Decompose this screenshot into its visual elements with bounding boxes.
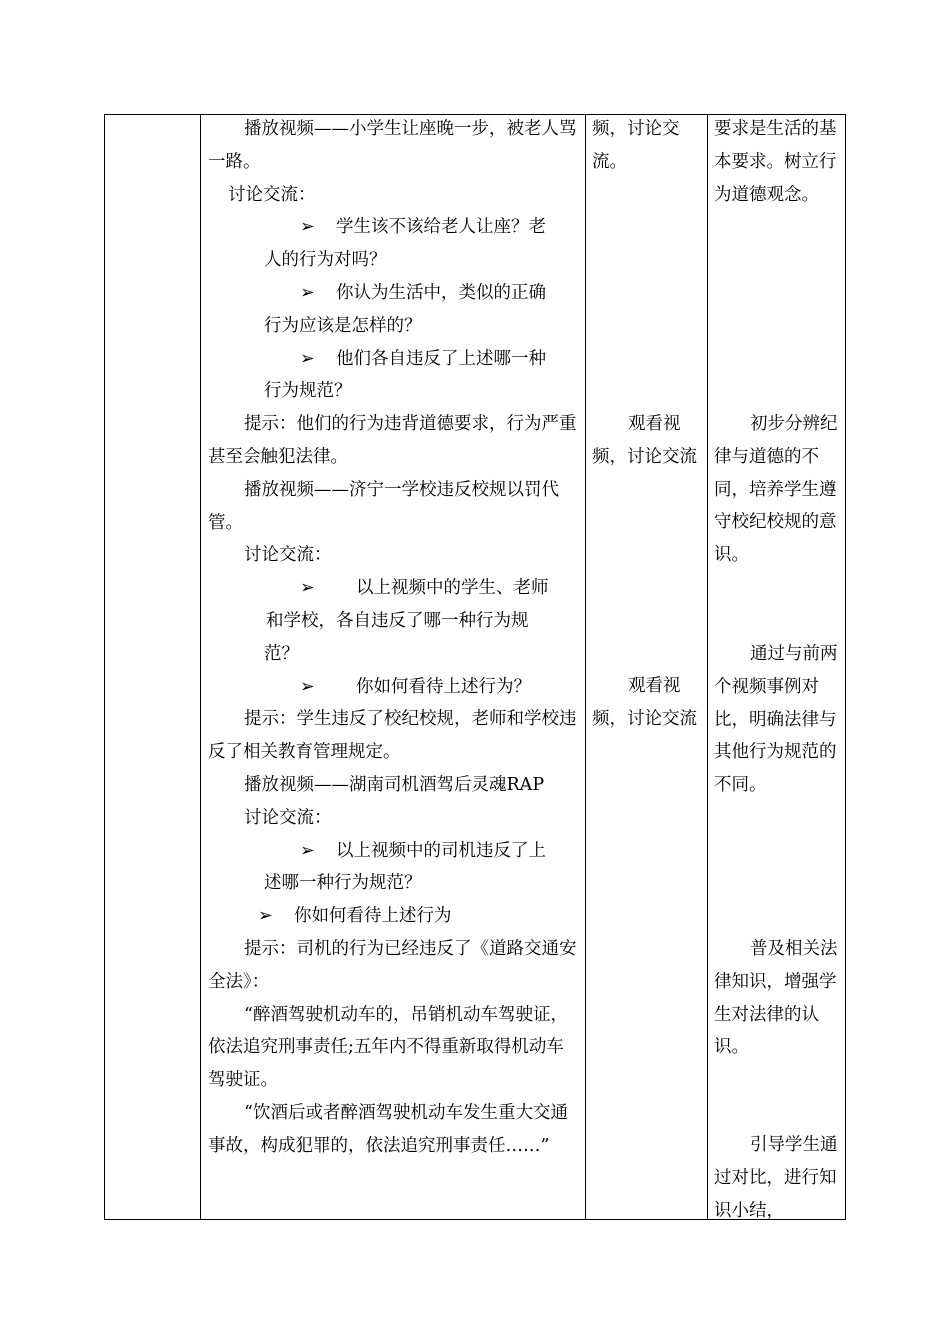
student-activity-cell: [592, 408, 700, 474]
question-item: ➢ 你如何看待上述行为？: [208, 671, 580, 704]
student-activity-2: 观看视频，讨论交流: [592, 414, 697, 467]
video-intro-3: 播放视频——湖南司机酒驾后灵魂RAP: [244, 774, 545, 795]
law-quote-2: “饮酒后或者醉酒驾驶机动车发生重大交通事故，构成犯罪的，依法追究刑事责任……”: [208, 1102, 568, 1156]
student-activity-1: 频，讨论交流。: [592, 119, 680, 172]
column-divider: [585, 115, 586, 1219]
arrow-bullet-icon: ➢: [258, 906, 273, 927]
student-activity-cell: [592, 113, 700, 179]
student-activity-3: 观看视频，讨论交流: [592, 676, 697, 729]
question-item: ➢ 以上视频中的司机违反了上: [208, 835, 580, 868]
design-intent-1: 要求是生活的基本要求。树立行为道德观念。: [714, 119, 837, 205]
hint-2: 提示：学生违反了校纪校规，老师和学校违反了相关教育管理规定。: [208, 709, 577, 763]
question-item: ➢ 学生该不该给老人让座？老: [208, 211, 580, 244]
teaching-activity-cell: 播放视频——小学生让座晚一步，被老人骂一路。 讨论交流： ➢ 学生该不该给老人让座？老 人的行为对吗？ ➢ 你认为生活中，类似的正确 行为应该是怎样的？ ➢ 他们各自违反了上述哪一种 行为规范？ 提示：他们的行为违背道德要求，行为严重甚至会触犯法律。 播放视频——济宁一学校违反校规以罚代管。 讨论交流： ➢ 以上视频中的学生、老师 和学校，各自违反了哪一种行为规 范？ ➢ 你如何看待上述行为？ 提示：学生违反了校纪校规，老师和学校违反了相关教育管理规定。 播放视频——湖南司机酒驾后灵魂RAP 讨论交流： ➢ 以上视频中的司机违反了上 述哪一种行为规范？ ➢ 你如何看待上述行为 提示：司机的行为已经违反了《道路交通安全法》： “醉酒驾驶机动车的，吊销机动车驾驶证，依法追究刑事责任;五年内不得重新取得机动车驾驶证。 “饮酒后或者醉酒驾驶机动车发生重大交通事故，构成犯罪的，依法追究刑事责任……”: [208, 113, 580, 1163]
video-intro-1: 播放视频——小学生让座晚一步，被老人骂一路。: [208, 119, 577, 172]
column-divider: [200, 115, 201, 1219]
design-intent-cell: [714, 933, 840, 1064]
discussion-label-3: 讨论交流：: [244, 807, 332, 828]
design-intent-3: 通过与前两个视频事例对比，明确法律与其他行为规范的不同。: [714, 644, 838, 796]
video-intro-2: 播放视频——济宁一学校违反校规以罚代管。: [208, 479, 559, 533]
design-intent-cell: [714, 638, 840, 802]
discussion-label-2: 讨论交流：: [244, 545, 332, 566]
student-activity-cell: [592, 670, 700, 736]
hint-3: 提示：司机的行为已经违反了《道路交通安全法》：: [208, 938, 577, 992]
arrow-bullet-icon: ➢: [300, 217, 315, 238]
arrow-bullet-icon: ➢: [300, 578, 315, 599]
design-intent-5: 引导学生通过对比，进行知识小结，: [714, 1135, 838, 1221]
question-item: ➢ 以上视频中的学生、老师: [208, 572, 580, 605]
design-intent-4: 普及相关法律知识，增强学生对法律的认识。: [714, 939, 838, 1058]
arrow-bullet-icon: ➢: [300, 676, 315, 697]
design-intent-2: 初步分辨纪律与道德的不同，培养学生遵守校纪校规的意识。: [714, 414, 838, 566]
column-divider: [707, 115, 708, 1219]
law-quote-1: “醉酒驾驶机动车的，吊销机动车驾驶证，依法追究刑事责任;五年内不得重新取得机动车驾驶证。: [208, 1004, 568, 1091]
arrow-bullet-icon: ➢: [300, 348, 315, 369]
question-item: ➢ 他们各自违反了上述哪一种: [208, 343, 580, 376]
arrow-bullet-icon: ➢: [300, 840, 315, 861]
question-item: ➢ 你认为生活中，类似的正确: [208, 277, 580, 310]
arrow-bullet-icon: ➢: [300, 282, 315, 303]
design-intent-cell: [714, 408, 840, 572]
question-item: ➢ 你如何看待上述行为: [208, 900, 580, 933]
design-intent-cell: [714, 113, 840, 211]
design-intent-cell: [714, 1129, 840, 1227]
hint-1: 提示：他们的行为违背道德要求，行为严重甚至会触犯法律。: [208, 414, 577, 467]
discussion-label-1: 讨论交流：: [228, 184, 316, 205]
lesson-plan-table: [104, 114, 846, 1220]
